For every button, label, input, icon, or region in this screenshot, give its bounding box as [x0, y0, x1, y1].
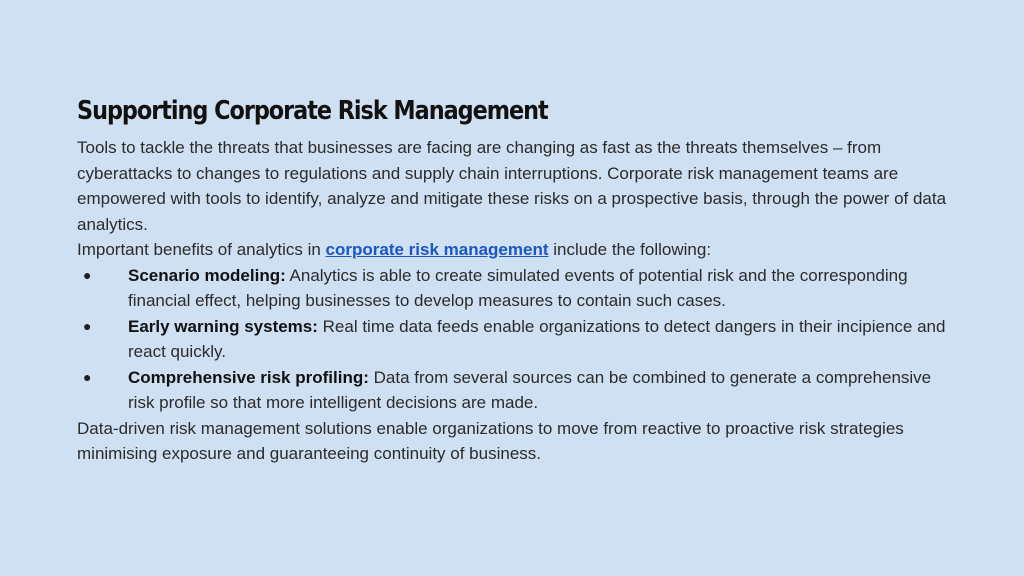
- list-item-early-warning: [77, 314, 947, 365]
- bullet-icon: ●: [83, 266, 92, 283]
- benefit-term: Early warning systems:: [128, 316, 318, 336]
- benefit-text: Real time data feeds enable organizations to detect dangers in their incipience and react quickly.: [128, 316, 946, 361]
- benefits-lead-before: Important benefits of analytics in: [77, 240, 326, 259]
- benefits-list: [77, 263, 947, 416]
- benefit-term: Scenario modeling:: [128, 265, 286, 285]
- list-item-risk-profiling: [77, 365, 947, 416]
- benefit-term: Comprehensive risk profiling:: [128, 367, 369, 387]
- benefits-lead-paragraph: [77, 237, 947, 263]
- benefit-text: Data from several sources can be combined to generate a comprehensive risk profile so that more intelligent decisions are made.: [128, 367, 932, 412]
- slide-content: [77, 93, 947, 467]
- benefit-text: Analytics is able to create simulated events of potential risk and the corresponding financial effect, helping businesses to develop measures to contain such cases.: [128, 265, 908, 310]
- list-item-scenario-modeling: [77, 263, 947, 314]
- intro-paragraph: Tools to tackle the threats that businesses are facing are changing as fast as the threats themselves – from cyberattacks to changes to regulations and supply chain interruptions. Corporate risk management teams are empowered with tools to identify, analyze and mitigate these risks on a prospective basis, through the power of data analytics.: [77, 138, 947, 234]
- page-title: Supporting Corporate Risk Management: [77, 96, 548, 126]
- corporate-risk-management-link[interactable]: corporate risk management: [325, 240, 549, 259]
- conclusion-paragraph: Data-driven risk management solutions enable organizations to move from reactive to proactive risk strategies minimising exposure and guaranteeing continuity of business.: [77, 418, 904, 463]
- bullet-icon: ●: [83, 317, 92, 334]
- bullet-icon: ●: [83, 368, 92, 385]
- benefits-lead-after: include the following:: [548, 240, 712, 259]
